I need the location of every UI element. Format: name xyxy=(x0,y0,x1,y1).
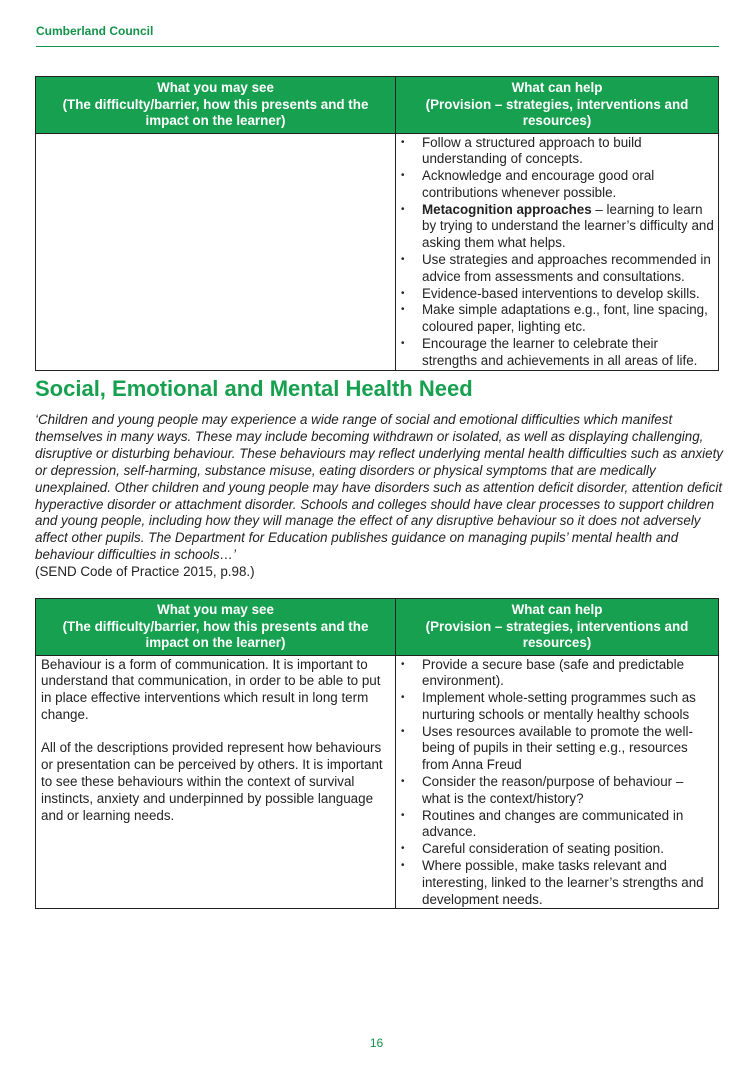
list-item xyxy=(401,202,714,252)
item-text: Implement whole-setting programmes such as nurturing schools or mentally healthy schools xyxy=(422,690,696,722)
what-you-may-see-cell xyxy=(36,655,396,909)
item-text: Use strategies and approaches recommended in advice from assessments and consultations. xyxy=(422,252,711,284)
list-item xyxy=(401,336,714,370)
list-item xyxy=(401,286,714,303)
table-header-row xyxy=(36,599,719,656)
table-row xyxy=(36,133,719,370)
list-item xyxy=(401,841,714,858)
bold-term: Metacognition approaches xyxy=(422,201,592,217)
header-line: resources) xyxy=(522,635,592,650)
item-text: Where possible, make tasks relevant and interesting, linked to the learner’s strengths and development needs. xyxy=(422,858,704,907)
list-item xyxy=(401,252,714,286)
page-number: 16 xyxy=(369,1036,384,1050)
item-text: Provide a secure base (safe and predictable environment). xyxy=(422,656,685,689)
list-item xyxy=(401,808,714,842)
bullet-icon: • xyxy=(401,725,405,737)
list-item xyxy=(401,135,714,169)
bullet-icon: • xyxy=(401,860,405,872)
item-text: Follow a structured approach to build understanding of concepts. xyxy=(422,134,642,167)
header-line: impact on the learner) xyxy=(145,113,286,128)
list-item xyxy=(401,690,714,724)
header-line: (Provision – strategies, interventions and xyxy=(425,618,689,634)
header-line: impact on the learner) xyxy=(145,635,286,650)
provision-list xyxy=(401,657,714,909)
header-line: resources) xyxy=(522,113,592,128)
header-line: (Provision – strategies, interventions and xyxy=(425,96,689,112)
list-item xyxy=(401,774,714,808)
bullet-icon: • xyxy=(401,776,405,788)
bullet-icon: • xyxy=(401,136,405,148)
item-text: Evidence-based interventions to develop skills. xyxy=(422,285,700,301)
what-can-help-cell xyxy=(396,655,719,909)
bullet-icon: • xyxy=(401,287,405,299)
header-line: What you may see xyxy=(157,602,274,617)
semh-provision-table xyxy=(35,598,719,909)
list-item xyxy=(401,657,714,691)
bullet-icon: • xyxy=(401,254,405,266)
quote-citation: (SEND Code of Practice 2015, p.98.) xyxy=(35,564,255,579)
list-item xyxy=(401,168,714,202)
column-header-what-you-may-see xyxy=(36,77,396,134)
item-text: Consider the reason/purpose of behaviour – what is the context/history? xyxy=(422,774,684,806)
header-line: What you may see xyxy=(157,80,274,95)
item-text: Uses resources available to promote the well-being of pupils in their setting e.g., resources from Anna Freud xyxy=(422,723,693,773)
provision-list xyxy=(401,135,714,370)
bullet-icon: • xyxy=(401,692,405,704)
item-text: – learning to learn by trying to understand the learner’s difficulty and asking them what helps. xyxy=(422,201,714,251)
column-header-what-you-may-see xyxy=(36,599,396,656)
bullet-icon: • xyxy=(401,809,405,821)
description-paragraph: All of the descriptions provided represent how behaviours or presentation can be perceived by others. It is important to see these behaviours within the context of survival instincts, anxiety and underpinned by possible language and or learning needs. xyxy=(41,740,383,823)
table-header-row xyxy=(36,77,719,134)
header-line: (The difficulty/barrier, how this presents and the xyxy=(62,96,369,112)
item-text: Make simple adaptations e.g., font, line spacing, coloured paper, lighting etc. xyxy=(422,302,708,335)
column-header-what-can-help xyxy=(396,599,719,656)
list-item xyxy=(401,302,714,336)
bullet-icon: • xyxy=(401,338,405,350)
item-text: Acknowledge and encourage good oral contributions whenever possible. xyxy=(422,168,655,200)
bullet-icon: • xyxy=(401,170,405,182)
item-text: Routines and changes are communicated in advance. xyxy=(422,807,684,840)
code-of-practice-quote: ‘Children and young people may experience a wide range of social and emotional difficulties which manifest themselves in many ways. These may include becoming withdrawn or isolated, as well as displaying challenging, disruptive or disturbing behaviour. These behaviours may reflect underlying mental health difficulties such as anxiety or depression, self-harming, substance misuse, eating disorders or physical symptoms that are medically unexplained. Other children and young people may have disorders such as attention deficit disorder, attention deficit hyperactive disorder or attachment disorder. Schools and colleges should have clear processes to support children and young people, including how they will manage the effect of any disruptive behaviour so it does not adversely affect other pupils. The Department for Education publishes guidance on managing pupils’ mental health and behaviour difficulties in schools…’ xyxy=(35,412,723,563)
table-row xyxy=(36,655,719,909)
bullet-icon: • xyxy=(401,304,405,316)
section-heading: Social, Emotional and Mental Health Need xyxy=(35,376,473,401)
bullet-icon: • xyxy=(401,843,405,855)
what-you-may-see-cell xyxy=(36,133,396,370)
header-line: (The difficulty/barrier, how this presents and the xyxy=(62,618,369,634)
header-line: What can help xyxy=(511,602,603,617)
page-header-org-name: Cumberland Council xyxy=(36,24,154,38)
list-item xyxy=(401,724,714,774)
list-item xyxy=(401,858,714,908)
column-header-what-can-help xyxy=(396,77,719,134)
item-text: Careful consideration of seating position. xyxy=(422,841,664,857)
header-divider xyxy=(36,46,719,47)
what-can-help-cell xyxy=(396,133,719,370)
provision-table-continued xyxy=(35,76,719,371)
bullet-icon: • xyxy=(401,203,405,215)
bullet-icon: • xyxy=(401,658,405,670)
item-text: Encourage the learner to celebrate their strengths and achievements in all areas of life. xyxy=(422,336,698,368)
header-line: What can help xyxy=(511,80,603,95)
description-paragraph: Behaviour is a form of communication. It is important to understand that communication, in order to be able to put in place effective interventions which result in long term change. xyxy=(41,656,381,722)
